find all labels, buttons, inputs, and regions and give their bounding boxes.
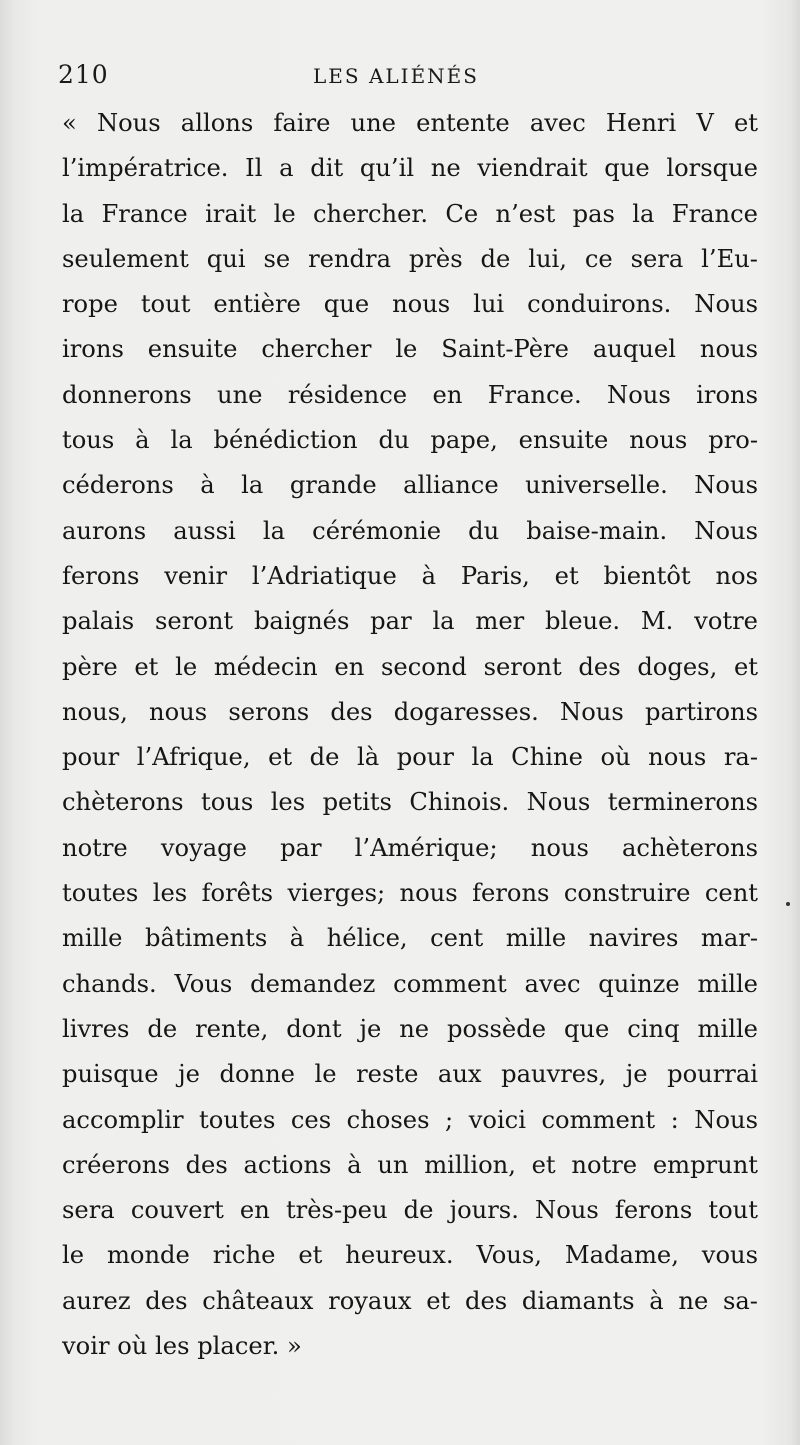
body-text: [62, 101, 758, 1369]
page-header: [58, 58, 758, 94]
text-line: irons ensuite chercher le Saint-Père auquel nous: [62, 335, 758, 364]
text-line: le monde riche et heureux. Vous, Madame, vous: [62, 1241, 758, 1270]
text-line: tous à la bénédiction du pape, ensuite nous pro-: [62, 426, 758, 455]
text-line: donnerons une résidence en France. Nous irons: [62, 380, 758, 409]
text-line: mille bâtiments à hélice, cent mille navires mar-: [62, 924, 758, 953]
text-line: chèterons tous les petits Chinois. Nous terminerons: [62, 788, 758, 817]
text-line: livres de rente, dont je ne possède que cinq mille: [62, 1014, 758, 1043]
text-line: voir où les placer. »: [62, 1332, 302, 1361]
running-head: LES ALIÉNÉS: [313, 64, 479, 88]
text-line: notre voyage par l’Amérique; nous achèterons: [62, 833, 758, 862]
text-line: aurez des châteaux royaux et des diamants à ne sa-: [62, 1286, 758, 1315]
text-line: la France irait le chercher. Ce n’est pas la France: [62, 199, 758, 228]
text-line: toutes les forêts vierges; nous ferons construire cent: [62, 879, 758, 908]
page-number: 210: [58, 60, 109, 89]
text-line: créerons des actions à un million, et notre emprunt: [62, 1150, 758, 1179]
text-line: accomplir toutes ces choses ; voici comment : Nous: [62, 1105, 758, 1134]
text-line: ferons venir l’Adriatique à Paris, et bientôt nos: [62, 561, 758, 590]
text-line: sera couvert en très-peu de jours. Nous ferons tout: [62, 1196, 758, 1225]
paper-speck: [786, 902, 790, 906]
text-line: « Nous allons faire une entente avec Henri V et: [62, 109, 758, 137]
text-line: chands. Vous demandez comment avec quinze mille: [62, 969, 758, 998]
text-line: céderons à la grande alliance universelle. Nous: [62, 471, 758, 500]
text-line: puisque je donne le reste aux pauvres, je pourrai: [62, 1060, 758, 1089]
text-line: père et le médecin en second seront des doges, et: [62, 652, 758, 681]
text-line: rope tout entière que nous lui conduirons. Nous: [62, 290, 758, 319]
text-line: palais seront baignés par la mer bleue. M. votre: [62, 607, 758, 636]
text-line: seulement qui se rendra près de lui, ce sera l’Eu-: [62, 244, 758, 273]
text-line: l’impératrice. Il a dit qu’il ne viendrait que lorsque: [62, 154, 758, 183]
text-line: nous, nous serons des dogaresses. Nous partirons: [62, 697, 758, 726]
text-line: aurons aussi la cérémonie du baise-main. Nous: [62, 516, 758, 545]
text-line: pour l’Afrique, et de là pour la Chine où nous ra-: [62, 743, 758, 772]
